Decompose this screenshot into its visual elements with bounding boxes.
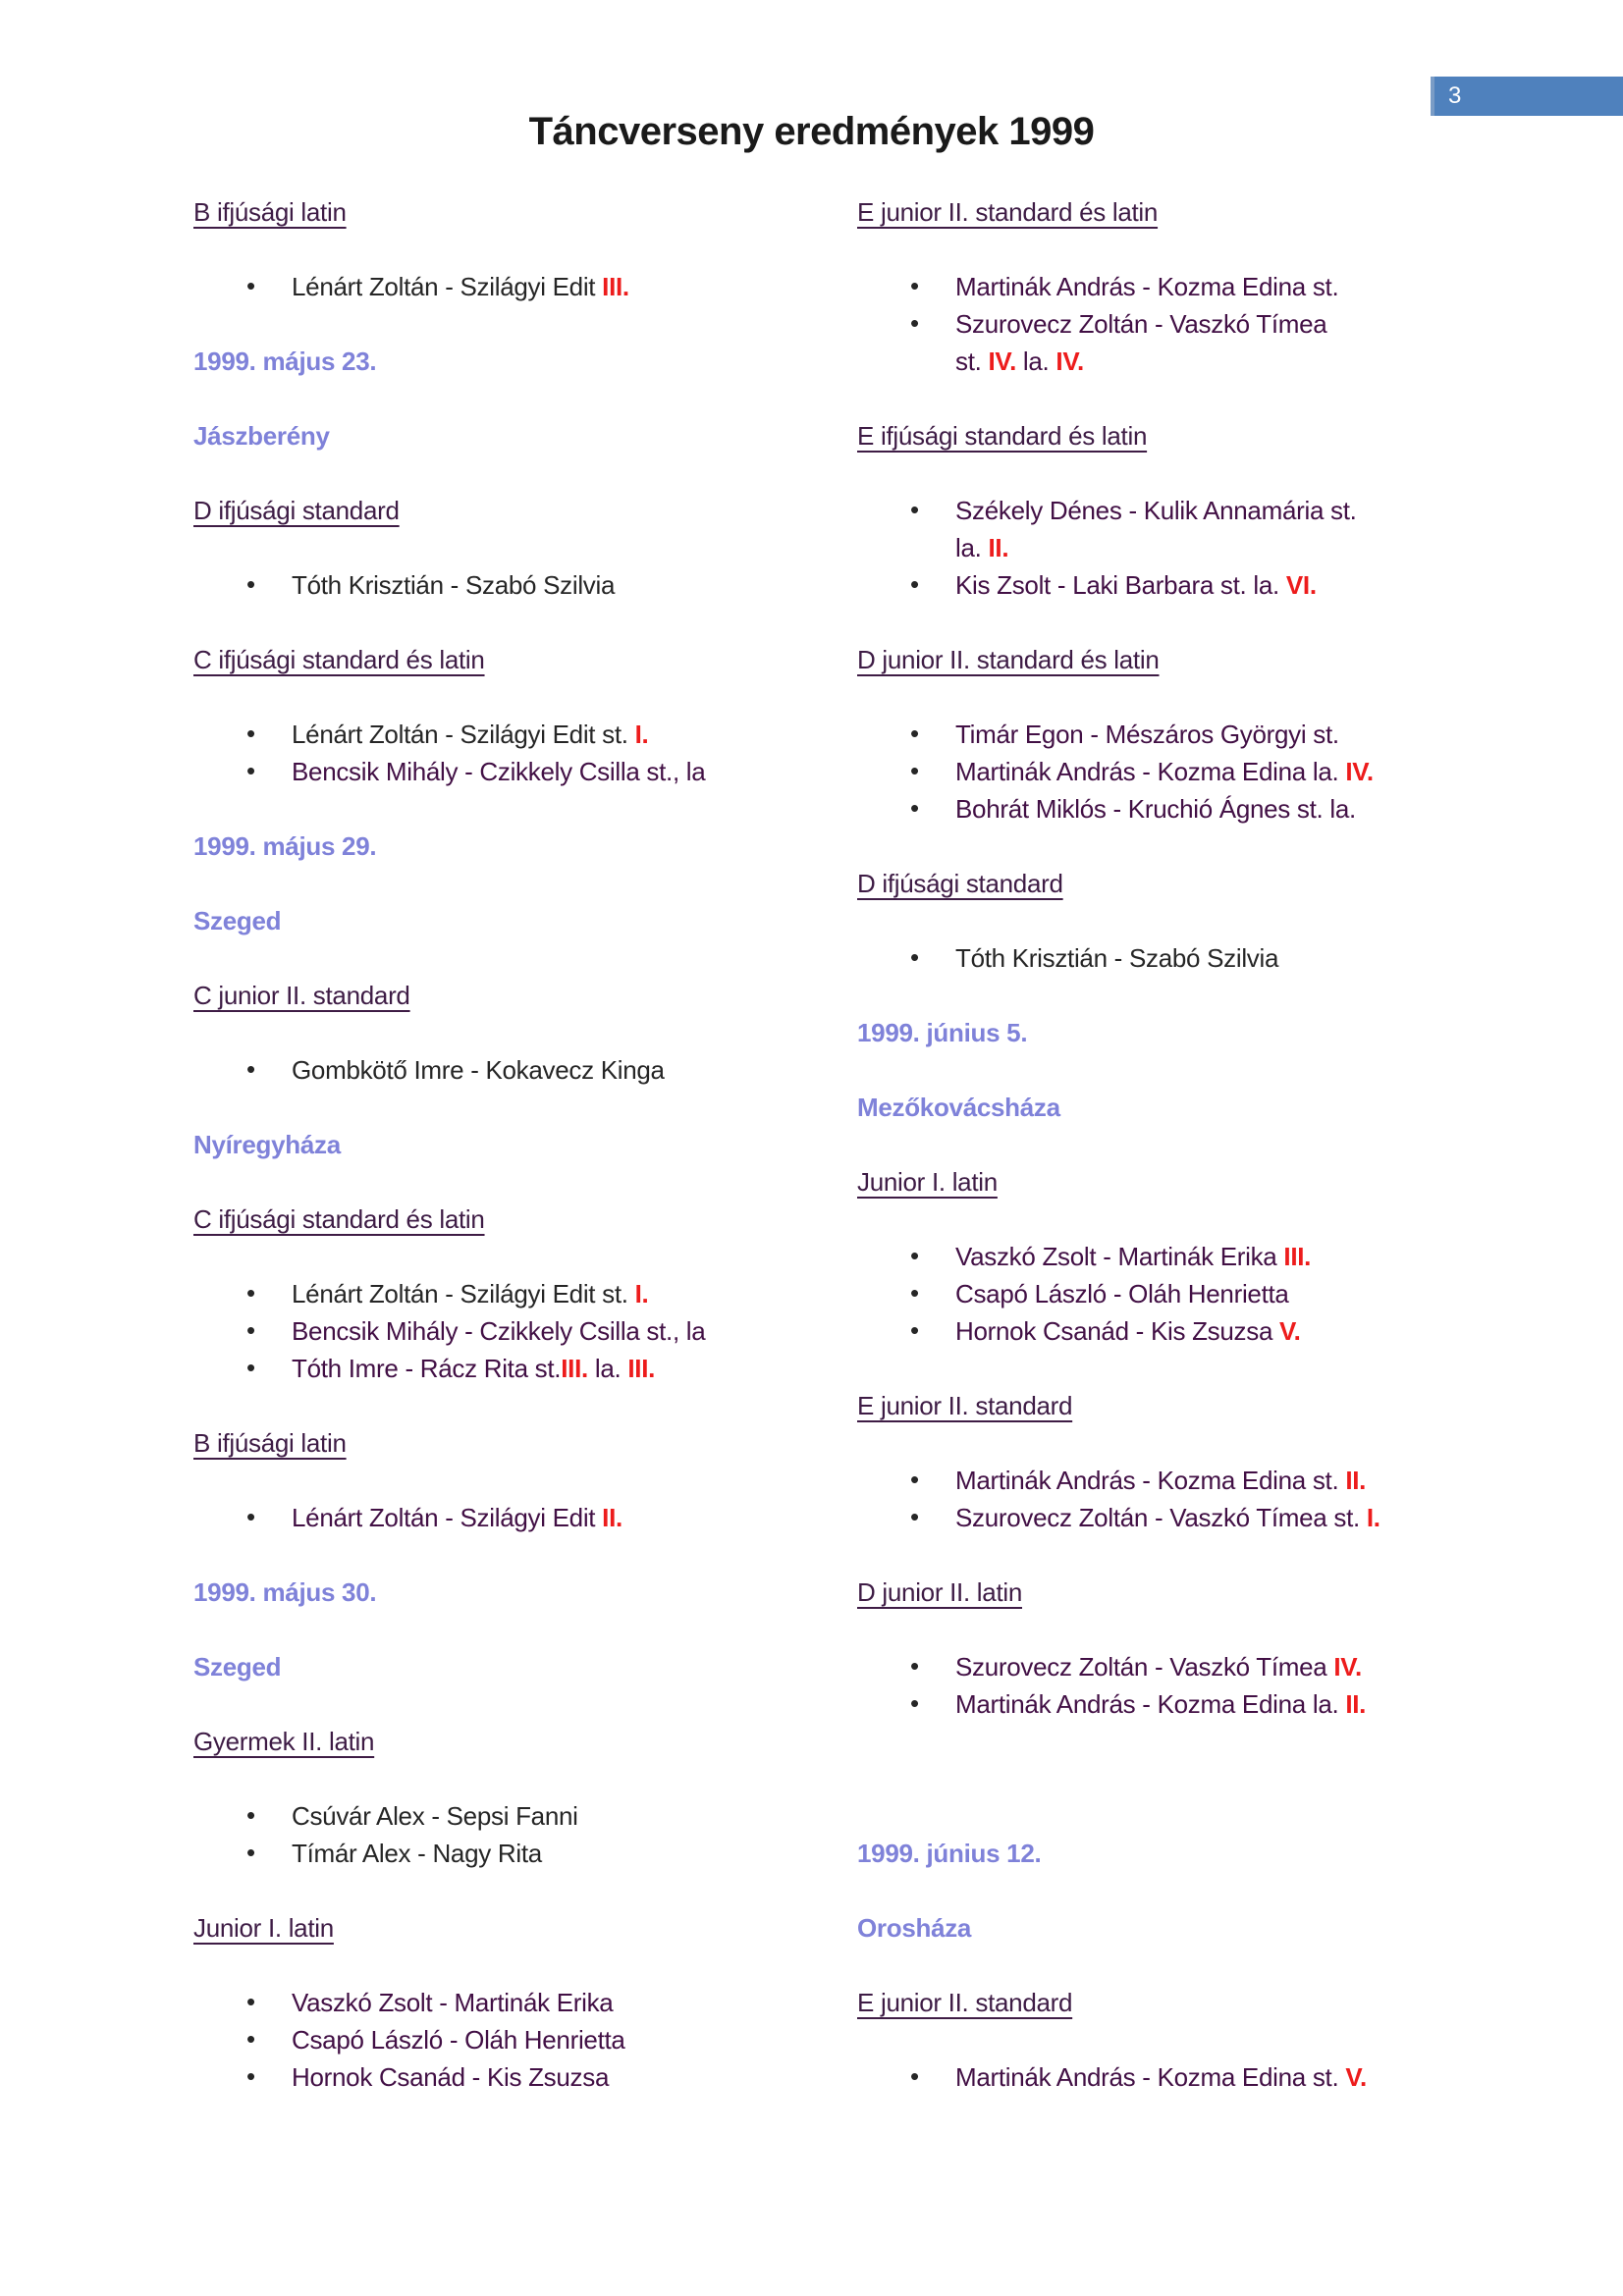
result-line [292,1051,846,1089]
category-heading: Junior I. latin [857,1167,998,1197]
pair-names: Csúvár Alex - Sepsi Fanni [292,1801,578,1831]
bullet-icon: • [246,569,255,599]
result-item [857,2058,1510,2096]
bullet-icon: • [910,2061,919,2091]
pair-names: Csapó László - Oláh Henrietta [955,1279,1289,1308]
category-heading: E junior II. standard és latin [857,197,1159,227]
result-line [292,1275,846,1312]
bullet-icon: • [246,2024,255,2054]
result-line [292,1835,846,1872]
placement-numeral: III. [602,272,629,301]
result-item [857,1648,1510,1685]
pair-names: Lénárt Zoltán - Szilágyi Edit st. [292,1279,635,1308]
category-heading: D ifjúsági standard [193,496,400,525]
result-line [292,1312,846,1350]
placement-numeral: III. [561,1354,588,1383]
category-heading: D junior II. latin [857,1577,1023,1607]
result-line [955,566,1510,604]
result-item [193,716,846,753]
result-line [955,1275,1510,1312]
result-line [955,2058,1510,2096]
pair-names: Bencsik Mihály - Czikkely Csilla st., la [292,757,706,786]
result-item [193,753,846,790]
bullet-icon: • [910,756,919,785]
bullet-icon: • [246,756,255,785]
pair-names: Martinák András - Kozma Edina la. [955,757,1346,786]
result-line [955,790,1510,828]
bullet-icon: • [246,1502,255,1531]
category-heading: C ifjúsági standard és latin [193,645,485,674]
result-line [955,1462,1510,1499]
bullet-icon: • [246,719,255,748]
category-heading: Gyermek II. latin [193,1727,375,1756]
pair-names: Martinák András - Kozma Edina st. [955,1466,1346,1495]
result-line-wrap [955,529,1510,566]
bullet-icon: • [246,1315,255,1345]
category-heading: D ifjúsági standard [857,869,1063,898]
result-item [857,305,1510,380]
bullet-icon: • [246,1838,255,1867]
result-line [955,1312,1510,1350]
placement-numeral: II. [602,1503,622,1532]
pair-names: la. [955,533,989,562]
pair-names: Bohrát Miklós - Kruchió Ágnes st. la. [955,794,1356,824]
result-item [193,2058,846,2096]
placement-numeral: II. [988,533,1009,562]
result-item [193,1984,846,2021]
pair-names: Martinák András - Kozma Edina st. [955,272,1339,301]
pair-names: Martinák András - Kozma Edina la. [955,1689,1346,1719]
page-number-badge: 3 [1431,77,1623,116]
bullet-icon: • [910,942,919,972]
category-heading: C junior II. standard [193,981,410,1010]
result-line [955,1499,1510,1536]
pair-names: Gombkötő Imre - Kokavecz Kinga [292,1055,665,1085]
result-line [955,268,1510,305]
pair-names: Szurovecz Zoltán - Vaszkó Tímea st. [955,1503,1367,1532]
result-item [193,1275,846,1312]
result-line [955,716,1510,753]
pair-names: Tóth Krisztián - Szabó Szilvia [955,943,1279,973]
city-heading: Szeged [193,906,282,935]
category-heading: Junior I. latin [193,1913,334,1943]
category-heading: E junior II. standard [857,1391,1073,1420]
date-heading: 1999. május 23. [193,347,377,376]
date-heading: 1999. május 30. [193,1577,377,1607]
pair-names: Vaszkó Zsolt - Martinák Erika [292,1988,614,2017]
city-heading: Orosháza [857,1913,972,1943]
bullet-icon: • [246,271,255,300]
placement-numeral: VI. [1285,570,1317,600]
category-heading: E ifjúsági standard és latin [857,421,1148,451]
city-heading: Mezőkovácsháza [857,1093,1060,1122]
result-item [857,1312,1510,1350]
placement-numeral: III. [1283,1242,1312,1271]
date-heading: 1999. június 12. [857,1839,1042,1868]
page-title: Táncverseny eredmények 1999 [528,110,1095,153]
result-line [955,305,1510,343]
bullet-icon: • [910,1651,919,1681]
result-line [955,753,1510,790]
placement-numeral: II. [1345,1689,1367,1719]
placement-numeral: IV. [1333,1652,1362,1682]
pair-names: la. [587,1354,628,1383]
pair-names: la. [1016,347,1056,376]
result-line [292,268,846,305]
pair-names: Szurovecz Zoltán - Vaszkó Tímea [955,1652,1334,1682]
category-heading: B ifjúsági latin [193,1428,347,1458]
result-item [857,716,1510,753]
result-item [193,1835,846,1872]
result-item [857,790,1510,828]
result-line [292,1797,846,1835]
result-item [857,1462,1510,1499]
result-line [292,1984,846,2021]
result-item [193,2021,846,2058]
result-item [193,268,846,305]
placement-numeral: III. [627,1354,656,1383]
result-item [857,753,1510,790]
result-item [857,566,1510,604]
pair-names: Martinák András - Kozma Edina st. [955,2062,1346,2092]
bullet-icon: • [910,1502,919,1531]
result-item [193,566,846,604]
result-line [292,1499,846,1536]
pair-names: Szurovecz Zoltán - Vaszkó Tímea [955,309,1327,339]
result-item [857,1275,1510,1312]
pair-names: Tóth Imre - Rácz Rita st. [292,1354,562,1383]
result-line [292,566,846,604]
placement-numeral: IV. [988,347,1016,376]
result-item [857,1499,1510,1536]
placement-numeral: I. [634,1279,649,1308]
result-line [292,1350,846,1387]
bullet-icon: • [910,569,919,599]
date-heading: 1999. május 29. [193,831,377,861]
result-item [193,1051,846,1089]
bullet-icon: • [246,2061,255,2091]
result-line [955,939,1510,977]
bullet-icon: • [246,1800,255,1830]
city-heading: Szeged [193,1652,282,1682]
bullet-icon: • [910,793,919,823]
placement-numeral: I. [1366,1503,1380,1532]
result-item [193,1499,846,1536]
result-line [955,1685,1510,1723]
date-heading: 1999. június 5. [857,1018,1028,1047]
column-left [193,193,846,2096]
placement-numeral: V. [1279,1316,1301,1346]
result-line [292,716,846,753]
bullet-icon: • [246,1054,255,1084]
column-right [857,193,1510,2096]
pair-names: Bencsik Mihály - Czikkely Csilla st., la [292,1316,706,1346]
placement-numeral: V. [1345,2062,1367,2092]
result-item [857,268,1510,305]
bullet-icon: • [246,1278,255,1308]
city-heading: Jászberény [193,421,330,451]
city-heading: Nyíregyháza [193,1130,341,1159]
pair-names: Lénárt Zoltán - Szilágyi Edit [292,1503,603,1532]
bullet-icon: • [910,308,919,338]
pair-names: Lénárt Zoltán - Szilágyi Edit st. [292,720,635,749]
category-heading: D junior II. standard és latin [857,645,1160,674]
pair-names: Hornok Csanád - Kis Zsuzsa [955,1316,1280,1346]
result-line [292,2058,846,2096]
bullet-icon: • [910,1315,919,1345]
pair-names: Timár Egon - Mészáros Györgyi st. [955,720,1339,749]
result-item [857,1238,1510,1275]
category-heading: E junior II. standard [857,1988,1073,2017]
pair-names: Hornok Csanád - Kis Zsuzsa [292,2062,610,2092]
result-item [193,1350,846,1387]
bullet-icon: • [246,1353,255,1382]
result-line [955,492,1510,529]
pair-names: Vaszkó Zsolt - Martinák Erika [955,1242,1284,1271]
result-item [857,492,1510,566]
result-line [292,753,846,790]
result-item [857,1685,1510,1723]
bullet-icon: • [910,1241,919,1270]
bullet-icon: • [910,719,919,748]
result-item [857,939,1510,977]
bullet-icon: • [910,1465,919,1494]
result-item [193,1312,846,1350]
pair-names: Tímár Alex - Nagy Rita [292,1839,542,1868]
pair-names: Kis Zsolt - Laki Barbara st. la. [955,570,1286,600]
category-heading: B ifjúsági latin [193,197,347,227]
pair-names: Tóth Krisztián - Szabó Szilvia [292,570,616,600]
pair-names: Lénárt Zoltán - Szilágyi Edit [292,272,603,301]
pair-names: Csapó László - Oláh Henrietta [292,2025,625,2055]
pair-names: st. [955,347,989,376]
placement-numeral: I. [634,720,649,749]
result-item [193,1797,846,1835]
bullet-icon: • [910,1278,919,1308]
bullet-icon: • [910,271,919,300]
placement-numeral: IV. [1055,347,1084,376]
result-line [292,2021,846,2058]
bullet-icon: • [246,1987,255,2016]
placement-numeral: II. [1345,1466,1367,1495]
result-line [955,1648,1510,1685]
placement-numeral: IV. [1345,757,1374,786]
category-heading: C ifjúsági standard és latin [193,1204,485,1234]
result-line-wrap [955,343,1510,380]
result-line [955,1238,1510,1275]
bullet-icon: • [910,1688,919,1718]
bullet-icon: • [910,495,919,524]
pair-names: Székely Dénes - Kulik Annamária st. [955,496,1357,525]
